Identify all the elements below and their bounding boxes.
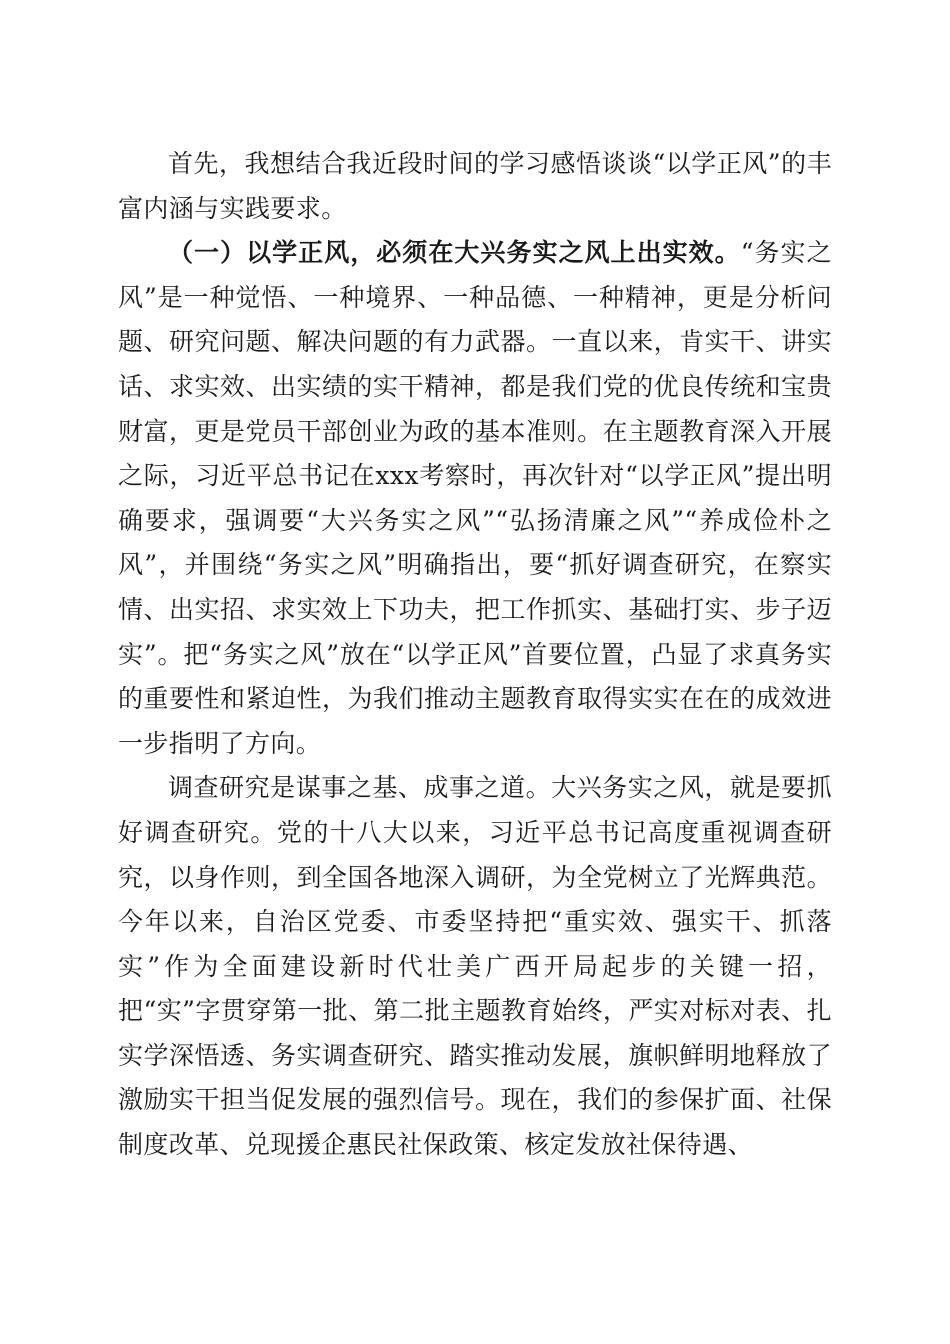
paragraph-section-one-text: “务实之风”是一种觉悟、一种境界、一种品德、一种精神，更是分析问题、研究问题、解决问题的有力武器。一直以来，肯实干、讲实话、求实效、出实绩的实干精神，都是我们党的优良传统和宝贵财富，更是党员干部创业为政的基本准则。在主题教育深入开展之际，习近平总书记在xxx考察时，再次针对“以学正风”提出明确要求，强调要“大兴务实之风”“弘扬清廉之风”“养成俭朴之风”，并围绕“务实之风”明确指出，要“抓好调查研究，在察实情、出实招、求实效上下功夫，把工作抓实、基础打实、步子迈实”。把“务实之风”放在“以学正风”首要位置，凸显了求真务实的重要性和紧迫性，为我们推动主题教育取得实实在在的成效进一步指明了方向。 xyxy=(118,238,832,758)
paragraph-research: 调查研究是谋事之基、成事之道。大兴务实之风，就是要抓好调查研究。党的十八大以来，习近平总书记高度重视调查研究，以身作则，到全国各地深入调研，为全党树立了光辉典范。今年以来，自治区党委、市委坚持把“重实效、强实干、抓落实”作为全面建设新时代壮美广西开局起步的关键一招，把“实”字贯穿第一批、第二批主题教育始终，严实对标对表、扎实学深悟透、务实调查研究、踏实推动发展，旗帜鲜明地释放了激励实干担当促发展的强烈信号。现在，我们的参保扩面、社保制度改革、兑现援企惠民社保政策、核定发放社保待遇、 xyxy=(118,773,832,1160)
document-body xyxy=(118,142,832,1168)
section-heading: （一）以学正风，必须在大兴务实之风上出实效。 xyxy=(168,238,741,268)
paragraph-intro: 首先，我想结合我近段时间的学习感悟谈谈“以学正风”的丰富内涵与实践要求。 xyxy=(118,149,832,223)
paragraph-section-one xyxy=(118,231,832,766)
